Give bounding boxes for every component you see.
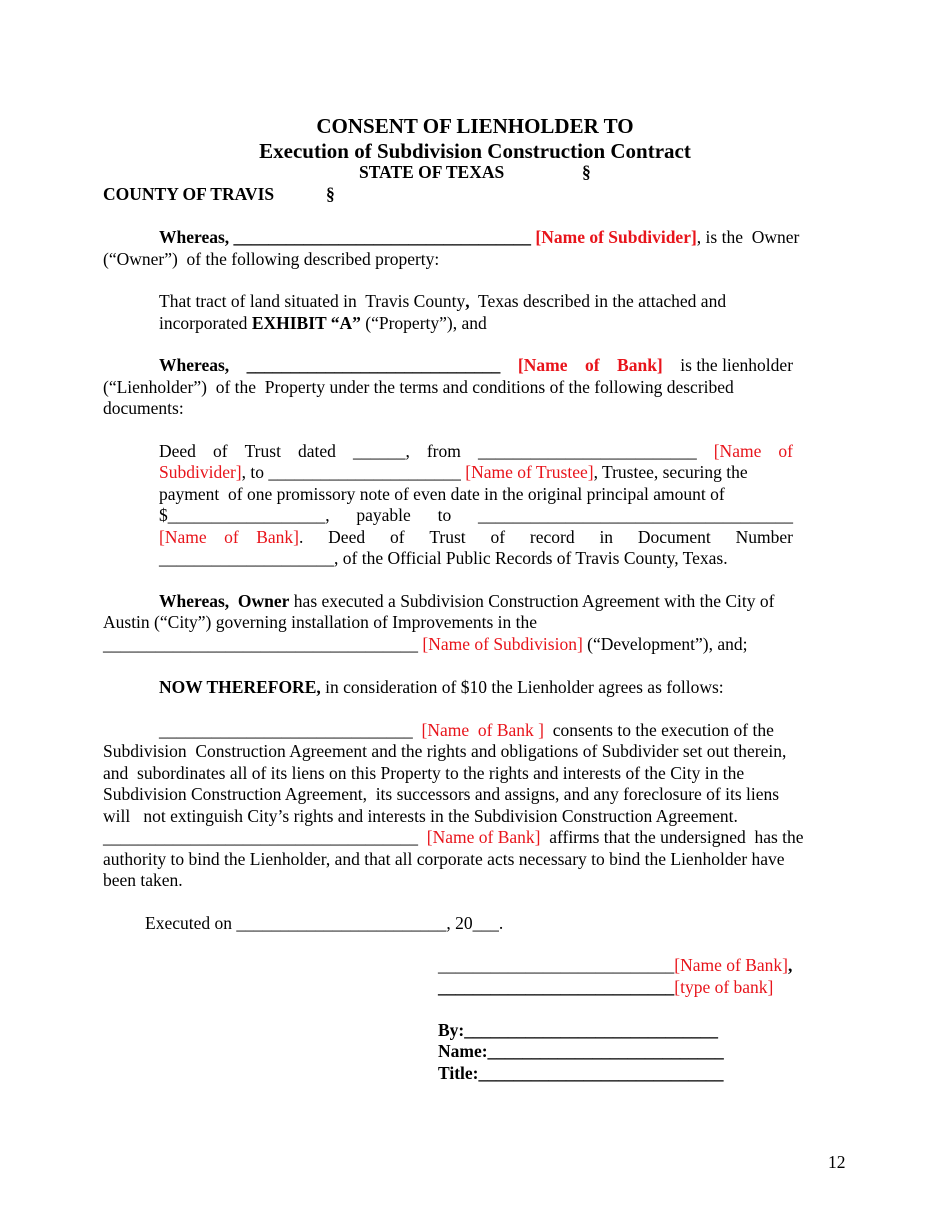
whereas-agreement-line <box>159 591 774 613</box>
whereas-label: Whereas, <box>159 227 230 247</box>
now-therefore-line <box>159 677 724 699</box>
county-label: COUNTY OF TRAVIS <box>103 184 275 204</box>
affirm-text: affirms that the undersigned has the <box>540 827 804 847</box>
consent-line2: Subdivision Construction Agreement and the rights and obligations of Subdivider set out therein, <box>103 741 787 761</box>
period: . <box>298 527 304 547</box>
amount-blank: $__________________, <box>159 505 330 525</box>
property-line2 <box>159 313 487 335</box>
subdivider-placeholder: [Name of Subdivider] <box>535 227 697 247</box>
whereas-bank-line <box>159 355 793 377</box>
deed-date-blank: ______, <box>352 441 410 461</box>
subdivider-blank: __________________________________ <box>233 227 532 247</box>
property-line1 <box>159 291 726 313</box>
deed-word: of <box>389 527 405 547</box>
deed-word: record <box>529 527 575 547</box>
deed-subdivider-placeholder: Subdivider] <box>159 462 242 482</box>
deed-to-text: , to ______________________ <box>241 462 466 482</box>
consent-bank-blank: _____________________________ <box>159 720 422 740</box>
consent-line5: will not extinguish City’s rights and interests in the Subdivision Construction Agreement. <box>103 806 738 826</box>
bank-type-placeholder: [type of bank] <box>674 977 774 997</box>
subdivision-blank: ____________________________________ <box>103 634 423 654</box>
incorporated-text: incorporated <box>159 313 252 333</box>
consent-line1 <box>159 720 774 742</box>
deed-word: Trust <box>244 441 281 461</box>
lienholder-line3: documents: <box>103 398 184 418</box>
deed-word: payable <box>356 505 411 525</box>
owner-definition-line: (“Owner”) of the following described property: <box>103 249 440 269</box>
property-definition: (“Property”), and <box>360 313 487 333</box>
consent-line6 <box>103 827 804 849</box>
affirm-bank-blank: ____________________________________ <box>103 827 427 847</box>
deed-bank-group <box>159 527 303 549</box>
deed-bank-placeholder: [Name of Bank] <box>159 527 299 547</box>
deed-from-blank: _________________________ <box>477 441 697 461</box>
signature-bank-blank: ___________________________ <box>438 955 675 975</box>
deed-word: Document <box>637 527 711 547</box>
county-section-symbol: § <box>326 184 335 204</box>
whereas-owner-line <box>159 227 799 249</box>
deed-subdivider-placeholder: of <box>778 441 793 461</box>
state-section-symbol: § <box>582 162 591 182</box>
consent-text: consents to the execution of the <box>543 720 774 740</box>
whereas-owner-label: Whereas, Owner <box>159 591 290 611</box>
consent-line7: authority to bind the Lienholder, and that all corporate acts necessary to bind the Lienholder have <box>103 849 785 869</box>
signature-bank-line <box>438 955 792 977</box>
deed-word: of <box>212 441 228 461</box>
consideration-text: in consideration of $10 the Lienholder agrees as follows: <box>320 677 724 697</box>
deed-word: in <box>599 527 614 547</box>
consent-line4: Subdivision Construction Agreement, its successors and assigns, and any foreclosure of its liens <box>103 784 780 804</box>
signature-type-blank: ___________________________ <box>438 977 675 997</box>
signature-title-line: Title:____________________________ <box>438 1063 724 1083</box>
property-comma: , <box>465 291 470 311</box>
subdivision-placeholder: [Name of Subdivision] <box>422 634 583 654</box>
deed-word: Number <box>735 527 793 547</box>
deed-line5 <box>159 527 793 549</box>
deed-line4 <box>159 505 793 527</box>
owner-text: , is the Owner <box>696 227 800 247</box>
deed-word: from <box>426 441 461 461</box>
lienholder-line2: (“Lienholder”) of the Property under the terms and conditions of the following described <box>103 377 734 397</box>
signature-comma: , <box>787 955 793 975</box>
consent-line8: been taken. <box>103 870 183 890</box>
page-number: 12 <box>828 1152 846 1172</box>
document-title-line1: CONSENT OF LIENHOLDER TO <box>316 114 634 138</box>
signature-name-line: Name:___________________________ <box>438 1041 724 1061</box>
agreement-text: has executed a Subdivision Construction Agreement with the City of <box>289 591 775 611</box>
deed-word: Deed <box>328 527 366 547</box>
deed-word: Deed <box>159 441 196 461</box>
deed-line1 <box>159 441 793 463</box>
agreement-line3 <box>103 634 748 656</box>
bank-placeholder: [Name of Bank] <box>517 355 663 375</box>
deed-line3: payment of one promissory note of even date in the original principal amount of <box>159 484 725 504</box>
deed-word: dated <box>297 441 336 461</box>
agreement-line2: Austin (“City”) governing installation of Improvements in the <box>103 612 538 632</box>
executed-on-line: Executed on ________________________, 20___. <box>145 913 504 933</box>
deed-line2 <box>159 462 748 484</box>
deed-subdivider-placeholder: [Name <box>713 441 762 461</box>
deed-line6: ____________________, of the Official Public Records of Travis County, Texas. <box>159 548 728 568</box>
affirm-bank-placeholder: [Name of Bank] <box>426 827 541 847</box>
exhibit-label: EXHIBIT “A” <box>251 313 361 333</box>
consent-line3: and subordinates all of its liens on this Property to the rights and interests of the City in the <box>103 763 745 783</box>
property-text-b: Texas described in the attached and <box>469 291 727 311</box>
lienholder-text: is the lienholder <box>680 355 794 375</box>
whereas-label: Whereas, <box>159 355 230 375</box>
trustee-placeholder: [Name of Trustee] <box>465 462 594 482</box>
now-therefore-label: NOW THEREFORE, <box>159 677 321 697</box>
signature-bank-type-line <box>438 977 773 999</box>
deed-word: Trust <box>429 527 466 547</box>
consent-bank-placeholder: [Name of Bank ] <box>421 720 544 740</box>
document-title-line2: Execution of Subdivision Construction Contract <box>259 139 691 163</box>
deed-word: of <box>490 527 506 547</box>
state-label: STATE OF TEXAS <box>359 162 505 182</box>
deed-word: to <box>437 505 452 525</box>
payee-blank: ____________________________________ <box>477 505 793 525</box>
signature-bank-placeholder: [Name of Bank] <box>674 955 788 975</box>
signature-by-line: By:_____________________________ <box>438 1020 718 1040</box>
development-text: (“Development”), and; <box>582 634 748 654</box>
property-text-a: That tract of land situated in Travis County <box>159 291 466 311</box>
trustee-text: , Trustee, securing the <box>593 462 748 482</box>
bank-blank: _____________________________ <box>246 355 501 375</box>
